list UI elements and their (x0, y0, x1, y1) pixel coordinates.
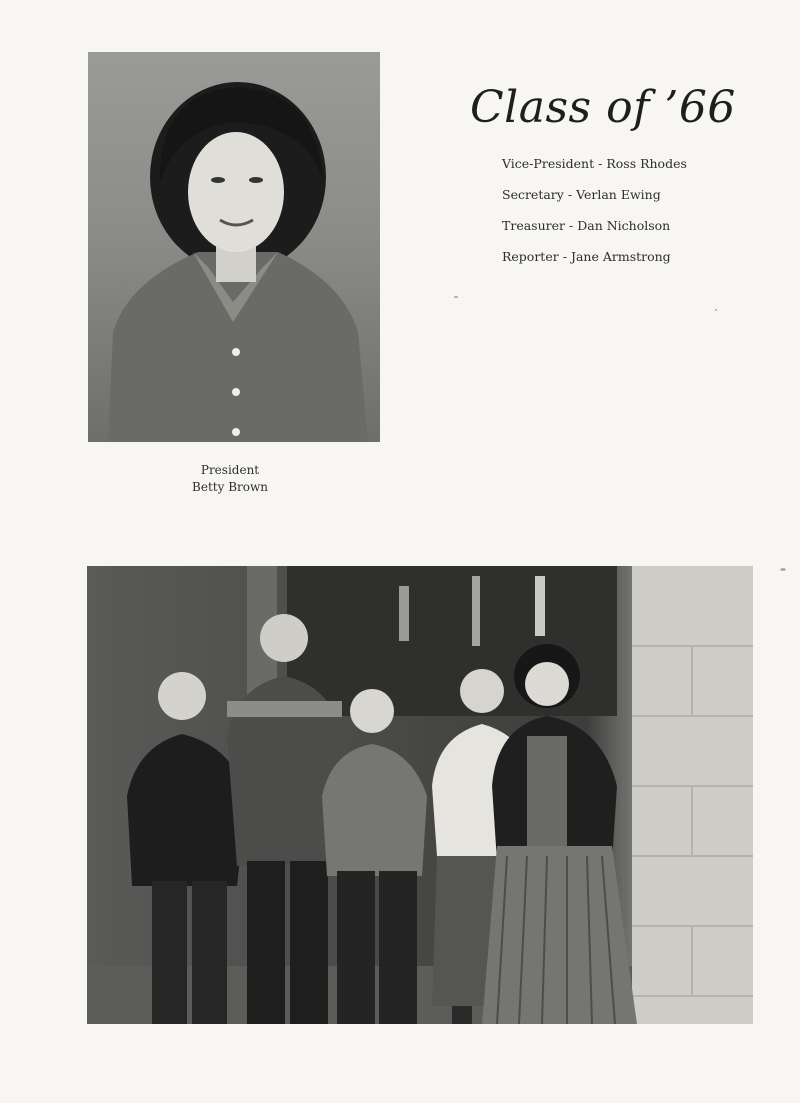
officers-list (502, 156, 687, 280)
president-portrait-photo (88, 52, 380, 442)
officer-item (502, 249, 687, 264)
officer-role: Reporter (502, 249, 559, 264)
officer-role: Secretary (502, 187, 564, 202)
paper-speck (715, 309, 717, 311)
officer-separator: - (598, 156, 603, 171)
officer-separator: - (567, 187, 573, 202)
officer-name: Verlan Ewing (576, 187, 661, 202)
group-illustration (87, 566, 753, 1024)
caption-name: Betty Brown (192, 480, 268, 494)
class-group-photo (87, 566, 753, 1024)
page-title: Class of ’66 (470, 82, 736, 133)
officer-role: Vice-President (502, 156, 595, 171)
portrait-caption (150, 462, 310, 496)
officer-separator: - (568, 218, 574, 233)
officer-item (502, 156, 687, 171)
officer-name: Dan Nicholson (577, 218, 671, 233)
caption-role: President (200, 463, 260, 477)
portrait-illustration (88, 52, 380, 442)
paper-speck (454, 296, 458, 298)
officer-separator: - (562, 249, 567, 264)
officer-item (502, 218, 687, 233)
officer-role: Treasurer (502, 218, 565, 233)
officer-item (502, 187, 687, 202)
officer-name: Ross Rhodes (606, 156, 687, 171)
officer-name: Jane Armstrong (570, 249, 671, 264)
paper-speck (780, 568, 786, 571)
